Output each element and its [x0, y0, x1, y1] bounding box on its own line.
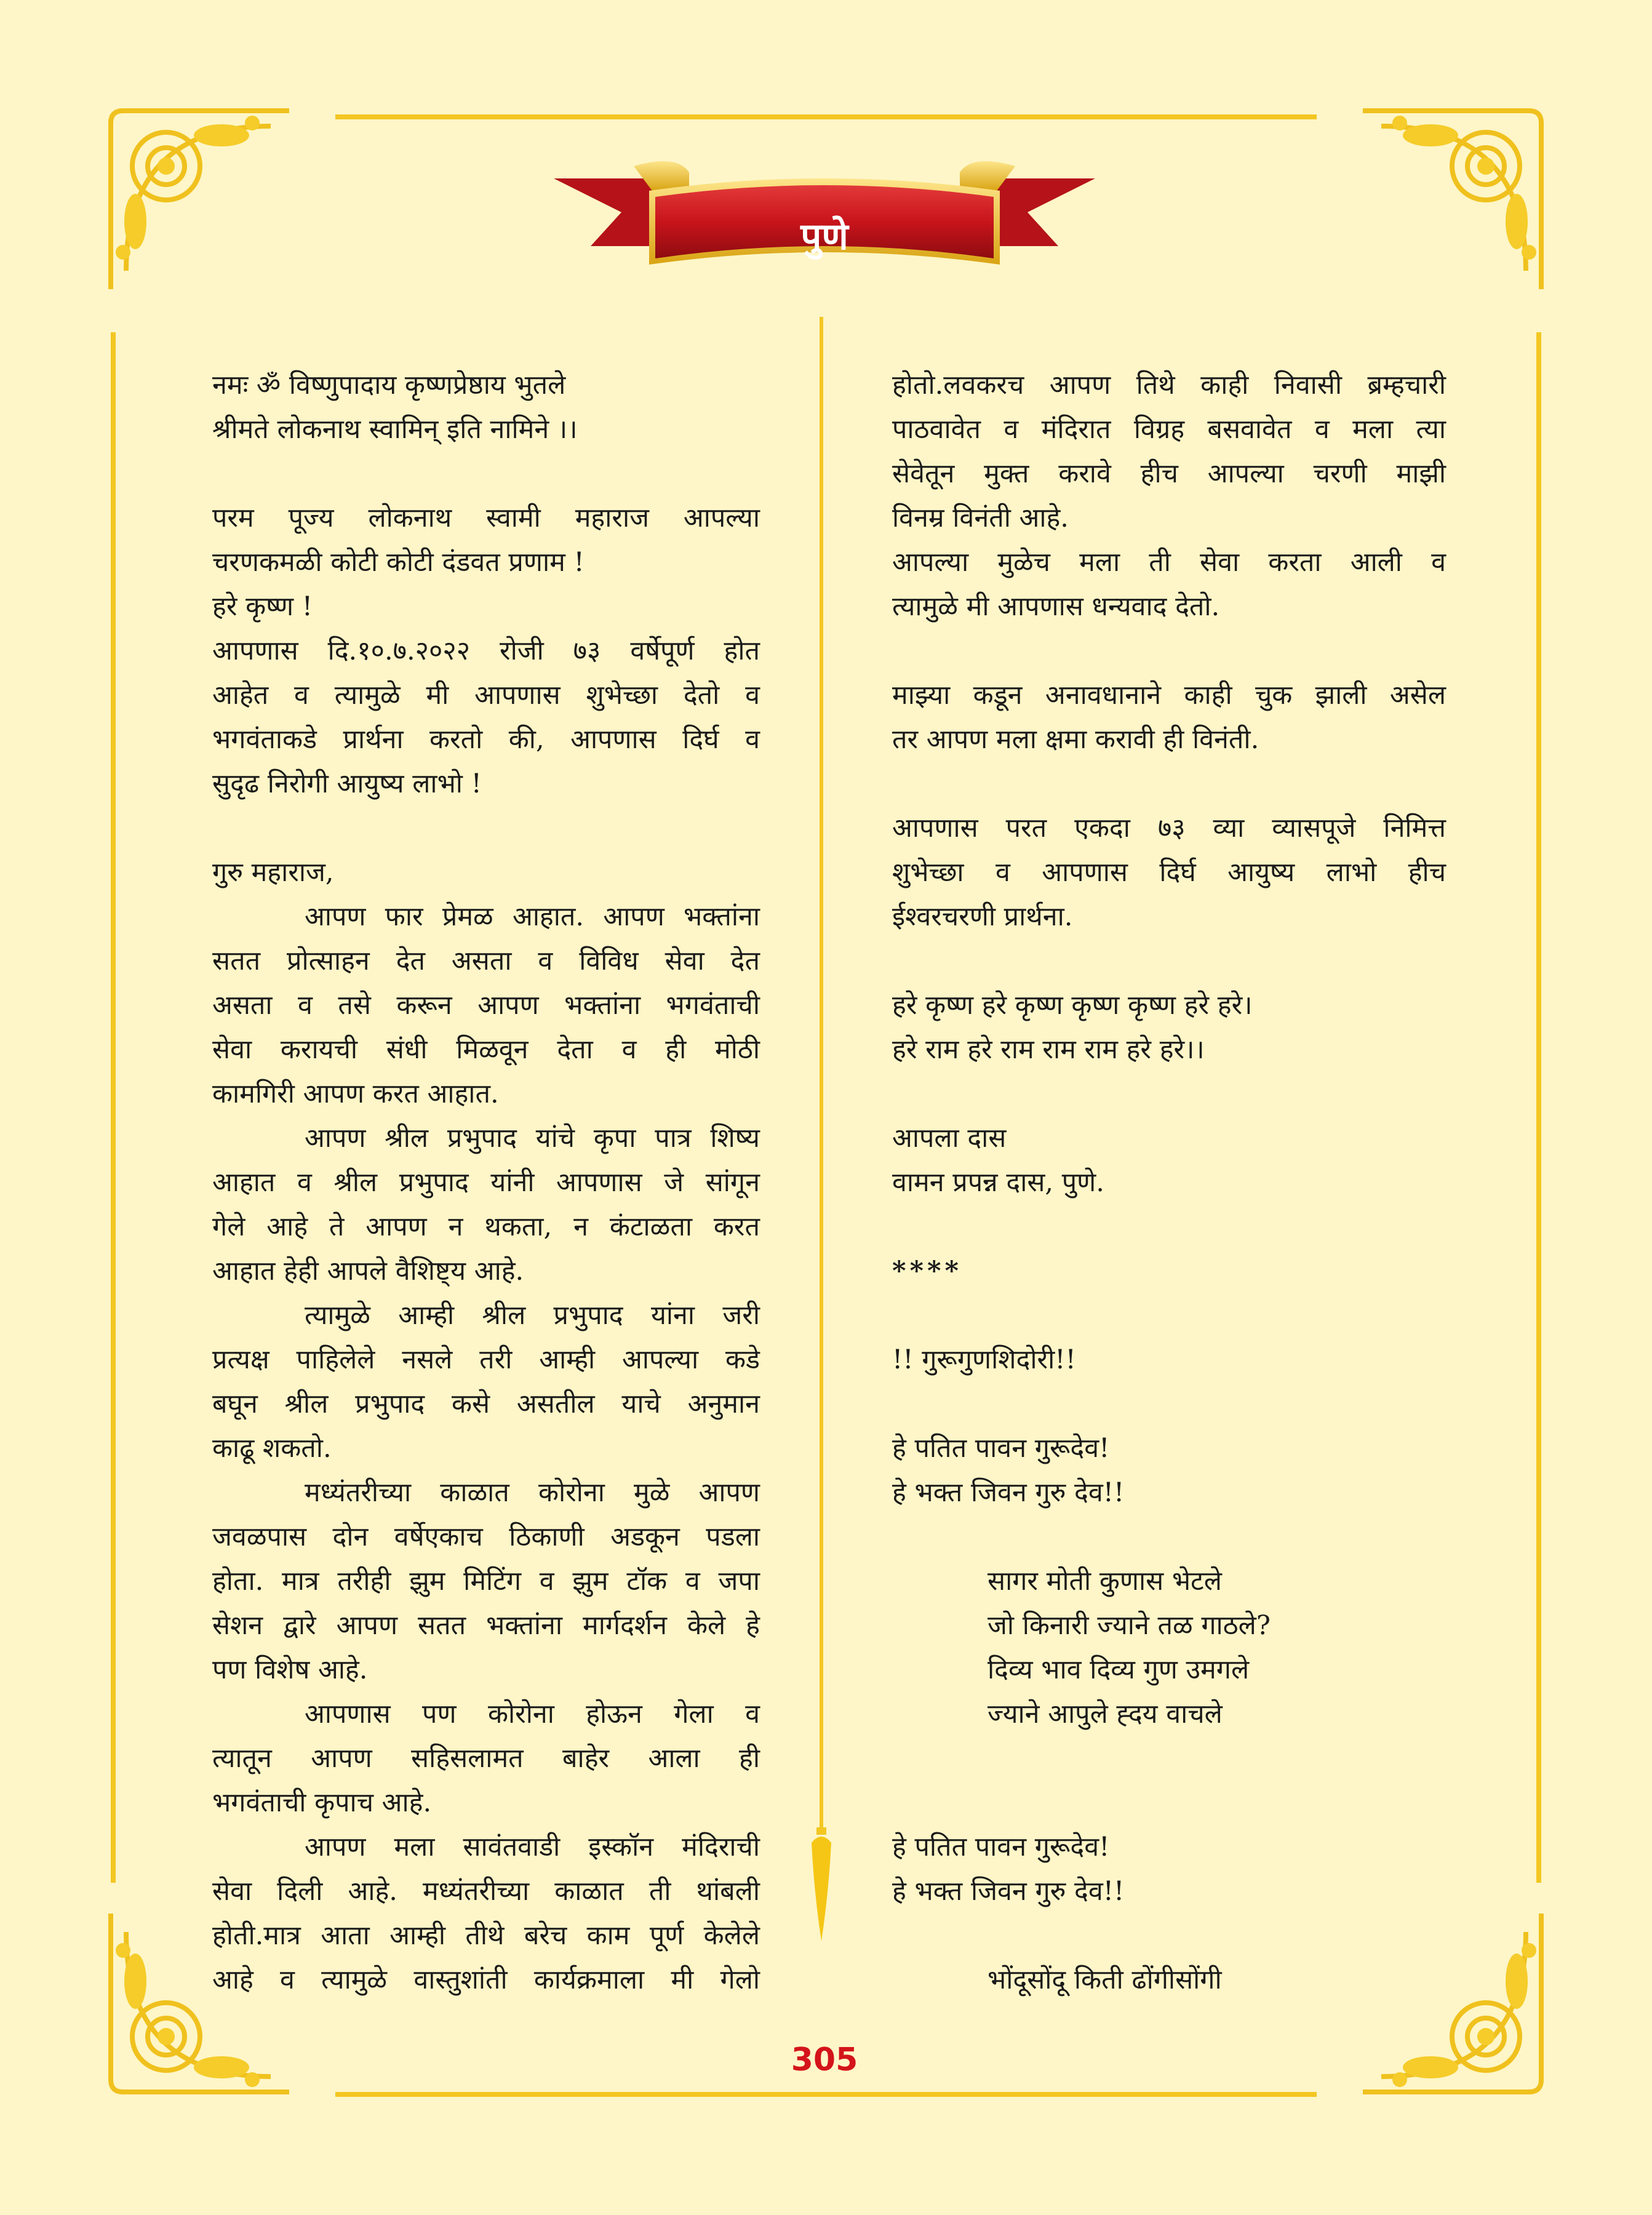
text-line: !! गुरूगुणशिदोरी!! [892, 1344, 1076, 1375]
text-line: काढू शकतो. [212, 1433, 332, 1464]
text-line: नमः ॐ विष्णुपादाय कृष्णप्रेष्ठाय भुतले [212, 370, 566, 401]
text-line: आपणास परत एकदा ७३ व्या व्यासपूजे निमित्त [892, 813, 1446, 844]
text-line: बघून श्रील प्रभुपाद कसे असतील याचे अनुमान [212, 1389, 760, 1419]
text-line: मध्यंतरीच्या काळात कोरोना मुळे आपण [305, 1477, 760, 1508]
page-number: 305 [791, 2041, 858, 2078]
text-line: ज्याने आपुले ह्दय वाचले [988, 1699, 1223, 1730]
text-line: **** [892, 1256, 962, 1287]
text-line: सेवा करायची संधी मिळवून देता व ही मोठी [212, 1034, 760, 1065]
frame-bottom-line [335, 2092, 1317, 2097]
text-line: जवळपास दोन वर्षेएकाच ठिकाणी अडकून पडला [212, 1522, 760, 1552]
text-line: होता. मात्र तरीही झुम मिटिंग व झुम टॉक व जपा [212, 1566, 760, 1597]
page-title: पुणे [800, 215, 848, 258]
text-line: हे भक्त जिवन गुरु देव!! [892, 1477, 1125, 1508]
text-line: विनम्र विनंती आहे. [892, 503, 1069, 533]
text-line: वामन प्रपन्न दास, पुणे. [892, 1167, 1104, 1198]
text-line: हे भक्त जिवन गुरु देव!! [892, 1876, 1125, 1907]
text-line: असता व तसे करून आपण भक्तांना भगवंताची [212, 990, 760, 1021]
text-line: कामगिरी आपण करत आहात. [212, 1079, 499, 1109]
text-line: सागर मोती कुणास भेटले [988, 1566, 1222, 1597]
text-line: गेले आहे ते आपण न थकता, न कंटाळता करत [212, 1211, 760, 1242]
text-line: त्यामुळे आम्ही श्रील प्रभुपाद यांना जरी [305, 1300, 760, 1331]
text-line: भगवंताची कृपाच आहे. [212, 1787, 432, 1818]
right-text-column [892, 363, 1446, 2002]
text-line: आपण फार प्रेमळ आहात. आपण भक्तांना [305, 901, 760, 932]
text-line: आहात हेही आपले वैशिष्ट्य आहे. [212, 1256, 524, 1287]
left-text-column [212, 363, 760, 2002]
text-line: आहात व श्रील प्रभुपाद यांनी आपणास जे सांगून [212, 1167, 760, 1198]
blank-line [892, 939, 1446, 983]
text-line: होतो.लवकरच आपण तिथे काही निवासी ब्रम्हचारी [892, 370, 1446, 401]
text-line: चरणकमळी कोटी कोटी दंडवत प्रणाम ! [212, 547, 585, 578]
center-column-divider [809, 317, 834, 1941]
text-line: पाठवावेत व मंदिरात विग्रह बसवावेत व मला त्या [892, 414, 1446, 445]
blank-line [892, 1382, 1446, 1426]
blank-line [892, 1205, 1446, 1249]
text-line: त्यामुळे मी आपणास धन्यवाद देतो. [892, 591, 1220, 622]
blank-line [892, 762, 1446, 806]
text-line: तर आपण मला क्षमा करावी ही विनंती. [892, 724, 1259, 755]
text-line: आहे व त्यामुळे वास्तुशांती कार्यक्रमाला मी गेलो [212, 1965, 760, 1995]
text-line: भगवंताकडे प्रार्थना करतो की, आपणास दिर्घ व [212, 724, 760, 755]
text-line: आपला दास [892, 1123, 1007, 1154]
blank-line [892, 629, 1446, 673]
text-line: सतत प्रोत्साहन देत असता व विविध सेवा देत [212, 946, 760, 976]
text-line: प्रत्यक्ष पाहिलेले नसले तरी आम्ही आपल्या कडे [212, 1344, 760, 1375]
text-line: हरे कृष्ण ! [212, 591, 313, 622]
blank-line [892, 1293, 1446, 1338]
corner-ornament-top-left [98, 98, 301, 301]
text-line: पण विशेष आहे. [212, 1654, 368, 1685]
blank-line [892, 1781, 1446, 1825]
text-line: त्यातून आपण सहिसलामत बाहेर आला ही [212, 1743, 760, 1774]
corner-ornament-top-right [1351, 98, 1554, 301]
text-line: दिव्य भाव दिव्य गुण उमगले [988, 1654, 1250, 1685]
text-line: शुभेच्छा व आपणास दिर्घ आयुष्य लाभो हीच [892, 857, 1446, 888]
blank-line [892, 1072, 1446, 1116]
text-line: आहेत व त्यामुळे मी आपणास शुभेच्छा देतो व [212, 680, 760, 711]
text-line: गुरु महाराज, [212, 857, 334, 888]
text-line: हरे राम हरे राम राम राम हरे हरे।। [892, 1034, 1205, 1065]
text-line: ईश्वरचरणी प्रार्थना. [892, 901, 1073, 932]
text-line: आपल्या मुळेच मला ती सेवा करता आली व [892, 547, 1446, 578]
text-line: आपणास पण कोरोना होऊन गेला व [305, 1699, 760, 1730]
text-line: होती.मात्र आता आम्ही तीथे बरेच काम पूर्ण केलेले [212, 1920, 760, 1951]
text-line: आपण श्रील प्रभुपाद यांचे कृपा पात्र शिष्य [305, 1123, 760, 1154]
blank-line [892, 1914, 1446, 1958]
frame-top-line [335, 114, 1317, 119]
text-line: भोंदूसोंदू किती ढोंगीसोंगी [988, 1965, 1222, 1995]
blank-line [892, 1736, 1446, 1781]
text-line: हरे कृष्ण हरे कृष्ण कृष्ण कृष्ण हरे हरे। [892, 990, 1253, 1021]
blank-line [212, 806, 760, 850]
text-line: सेवा दिली आहे. मध्यंतरीच्या काळात ती थांबली [212, 1876, 760, 1907]
text-line: हे पतित पावन गुरूदेव! [892, 1433, 1110, 1464]
text-line: सेशन द्वारे आपण सतत भक्तांना मार्गदर्शन केले हे [212, 1610, 760, 1641]
text-line: सुदृढ निरोगी आयुष्य लाभो ! [212, 768, 482, 799]
frame-left-line [111, 332, 116, 1883]
text-line: आपणास दि.१०.७.२०२२ रोजी ७३ वर्षेपूर्ण होत [212, 636, 760, 666]
text-line: परम पूज्य लोकनाथ स्वामी महाराज आपल्या [212, 503, 760, 533]
text-line: श्रीमते लोकनाथ स्वामिन् इति नामिने ।। [212, 414, 578, 445]
text-line: जो किनारी ज्याने तळ गाठले? [988, 1610, 1271, 1641]
text-line: सेवेतून मुक्त करावे हीच आपल्या चरणी माझी [892, 458, 1446, 489]
text-line: हे पतित पावन गुरूदेव! [892, 1832, 1110, 1862]
blank-line [212, 452, 760, 496]
text-line: आपण मला सावंतवाडी इस्कॉन मंदिराची [305, 1832, 760, 1862]
frame-right-line [1536, 332, 1541, 1883]
text-line: माझ्या कडून अनावधानाने काही चुक झाली असेल [892, 680, 1446, 711]
blank-line [892, 1515, 1446, 1559]
